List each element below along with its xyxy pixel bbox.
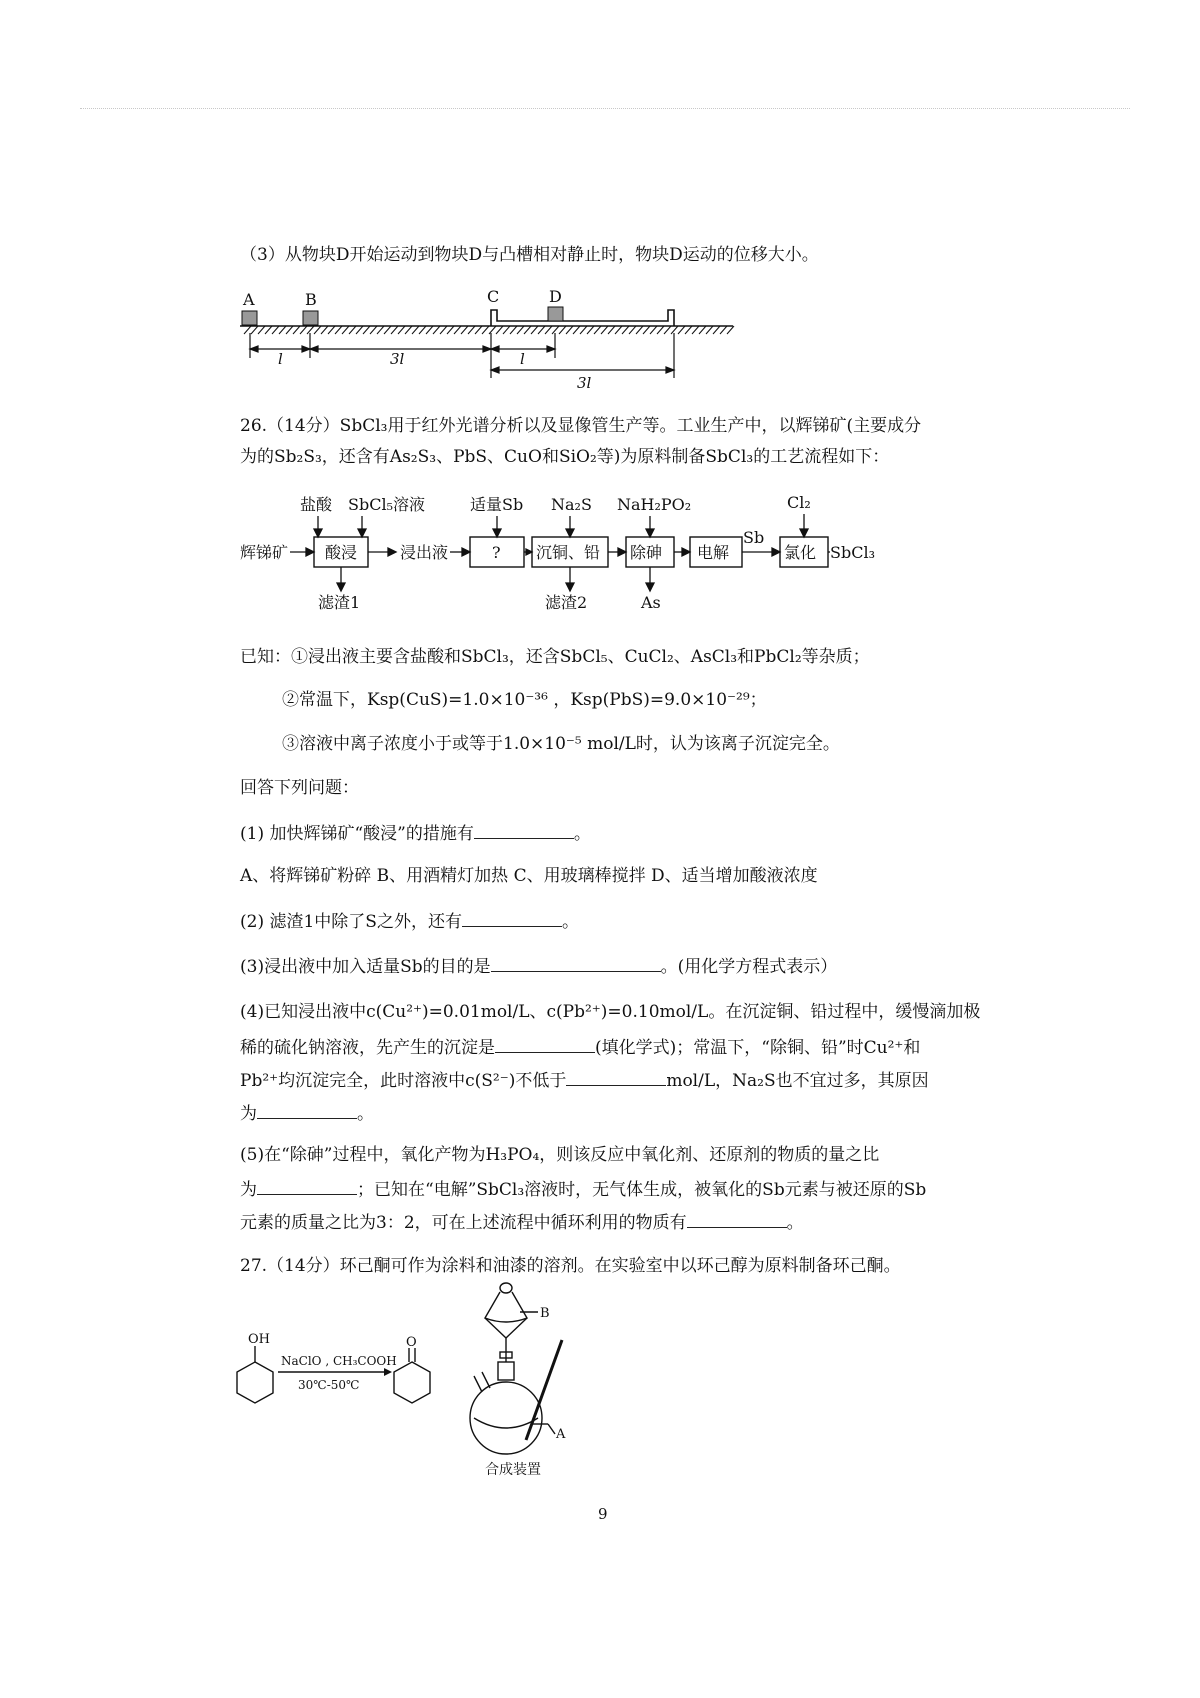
flow-input-nah2po2: NaH₂PO₂ [617, 495, 692, 514]
label-a: A [556, 1427, 566, 1442]
label-c: C [487, 287, 500, 306]
question-4-end: 。 [357, 1104, 374, 1124]
label-d: D [549, 287, 562, 306]
question-4-text-3a: Pb²⁺均沉淀完全，此时溶液中c(S²⁻)不低于 [240, 1071, 567, 1091]
known-3: ③溶液中离子浓度小于或等于1.0×10⁻⁵ mol/L时，认为该离子沉淀完全。 [282, 734, 840, 754]
flow-input-cl2: Cl₂ [787, 493, 811, 512]
box-precip-label: 沉铜、铅 [536, 543, 601, 562]
flow-input-hcl: 盐酸 [300, 495, 333, 514]
box-chlorination-label: 氯化 [784, 543, 817, 562]
dim-l-1: l [278, 350, 283, 368]
question-2-text: (2) 滤渣1中除了S之外，还有 [240, 912, 462, 932]
question-4-text-2a: 稀的硫化钠溶液，先产生的沉淀是 [240, 1038, 495, 1058]
flow-sb-label: Sb [743, 528, 765, 547]
label-a: A [243, 290, 255, 309]
q25-part3: （3）从物块D开始运动到物块D与凸槽相对静止时，物块D运动的位移大小。 [240, 245, 819, 265]
answer-prompt: 回答下列问题： [240, 778, 359, 798]
known-1: 已知：①浸出液主要含盐酸和SbCl₃，还含SbCl₅、CuCl₂、AsCl₃和PbCl₂等杂质； [240, 647, 870, 667]
question-4-text-3b: mol/L，Na₂S也不宜过多，其原因 [666, 1071, 929, 1091]
question-5-text-2a: 为 [240, 1180, 257, 1200]
question-4-text-2b: (填化学式)；常温下，“除铜、铅”时Cu²⁺和 [595, 1038, 921, 1058]
dim-3l-1: 3l [390, 350, 405, 368]
question-1-end: 。 [573, 824, 591, 844]
question-2-end: 。 [561, 912, 579, 932]
question-4-text-4: 为 [240, 1104, 257, 1124]
o-label: O [406, 1335, 417, 1350]
known-2: ②常温下，Ksp(CuS)=1.0×10⁻³⁶ ，Ksp(PbS)=9.0×10⁻²⁹； [282, 690, 767, 710]
question-3-end: 。(用化学方程式表示） [660, 957, 838, 977]
box-electrolysis-label: 电解 [697, 543, 730, 562]
q26-line2: 为的Sb₂S₃，还含有As₂S₃、PbS、CuO和SiO₂等)为原料制备SbCl₃的工艺流程如下： [240, 447, 890, 467]
dim-3l-2: 3l [577, 374, 592, 392]
question-5-line1: (5)在“除砷”过程中，氧化产物为H₃PO₄，则该反应中氧化剂、还原剂的物质的量之比 [240, 1145, 880, 1165]
question-1-text: (1) 加快辉锑矿“酸浸”的措施有 [240, 824, 474, 844]
dim-l-2: l [520, 350, 525, 368]
flow-start: 辉锑矿 [240, 543, 289, 562]
box-arsenic-label: 除砷 [630, 543, 663, 562]
page-number: 9 [598, 1505, 608, 1523]
question-5-text-3a: 元素的质量之比为3：2，可在上述流程中循环利用的物质有 [240, 1213, 687, 1233]
flow-residue-1: 滤渣1 [318, 593, 361, 612]
question-5-end: 。 [786, 1213, 804, 1233]
question-3-text: (3)浸出液中加入适量Sb的目的是 [240, 957, 491, 977]
question-4-line1: (4)已知浸出液中c(Cu²⁺)=0.01mol/L、c(Pb²⁺)=0.10mol/L。在沉淀铜、铅过程中，缓慢滴加极 [240, 1002, 981, 1022]
flow-residue-2: 滤渣2 [545, 593, 588, 612]
q27-intro: 27.（14分）环己酮可作为涂料和油漆的溶剂。在实验室中以环己醇为原料制备环己酮。 [240, 1256, 901, 1276]
apparatus-caption: 合成装置 [485, 1462, 541, 1478]
flow-input-sb: 适量Sb [470, 495, 524, 514]
options: A、将辉锑矿粉碎 B、用酒精灯加热 C、用玻璃棒搅拌 D、适当增加酸液浓度 [240, 866, 818, 886]
flow-product: SbCl₃ [830, 543, 875, 562]
label-b: B [540, 1306, 550, 1321]
flow-input-na2s: Na₂S [551, 495, 592, 514]
question-5-text-2b: ；已知在“电解”SbCl₃溶液时，无气体生成，被氧化的Sb元素与被还原的Sb [357, 1180, 927, 1200]
q26-line1: 26.（14分）SbCl₃用于红外光谱分析以及显像管生产等。工业生产中，以辉锑矿(主要成分 [240, 416, 922, 436]
temp-label: 30℃-50℃ [298, 1378, 360, 1392]
flow-as: As [641, 593, 661, 612]
flow-mid-liquid: 浸出液 [400, 543, 449, 562]
box-unknown-label: ? [492, 543, 501, 562]
oh-label: OH [248, 1332, 270, 1347]
flow-input-sbcl5: SbCl₅溶液 [348, 495, 425, 514]
box-acid-leach-label: 酸浸 [325, 543, 358, 562]
label-b: B [305, 290, 317, 309]
reagent-label: NaClO , CH₃COOH [281, 1354, 397, 1368]
